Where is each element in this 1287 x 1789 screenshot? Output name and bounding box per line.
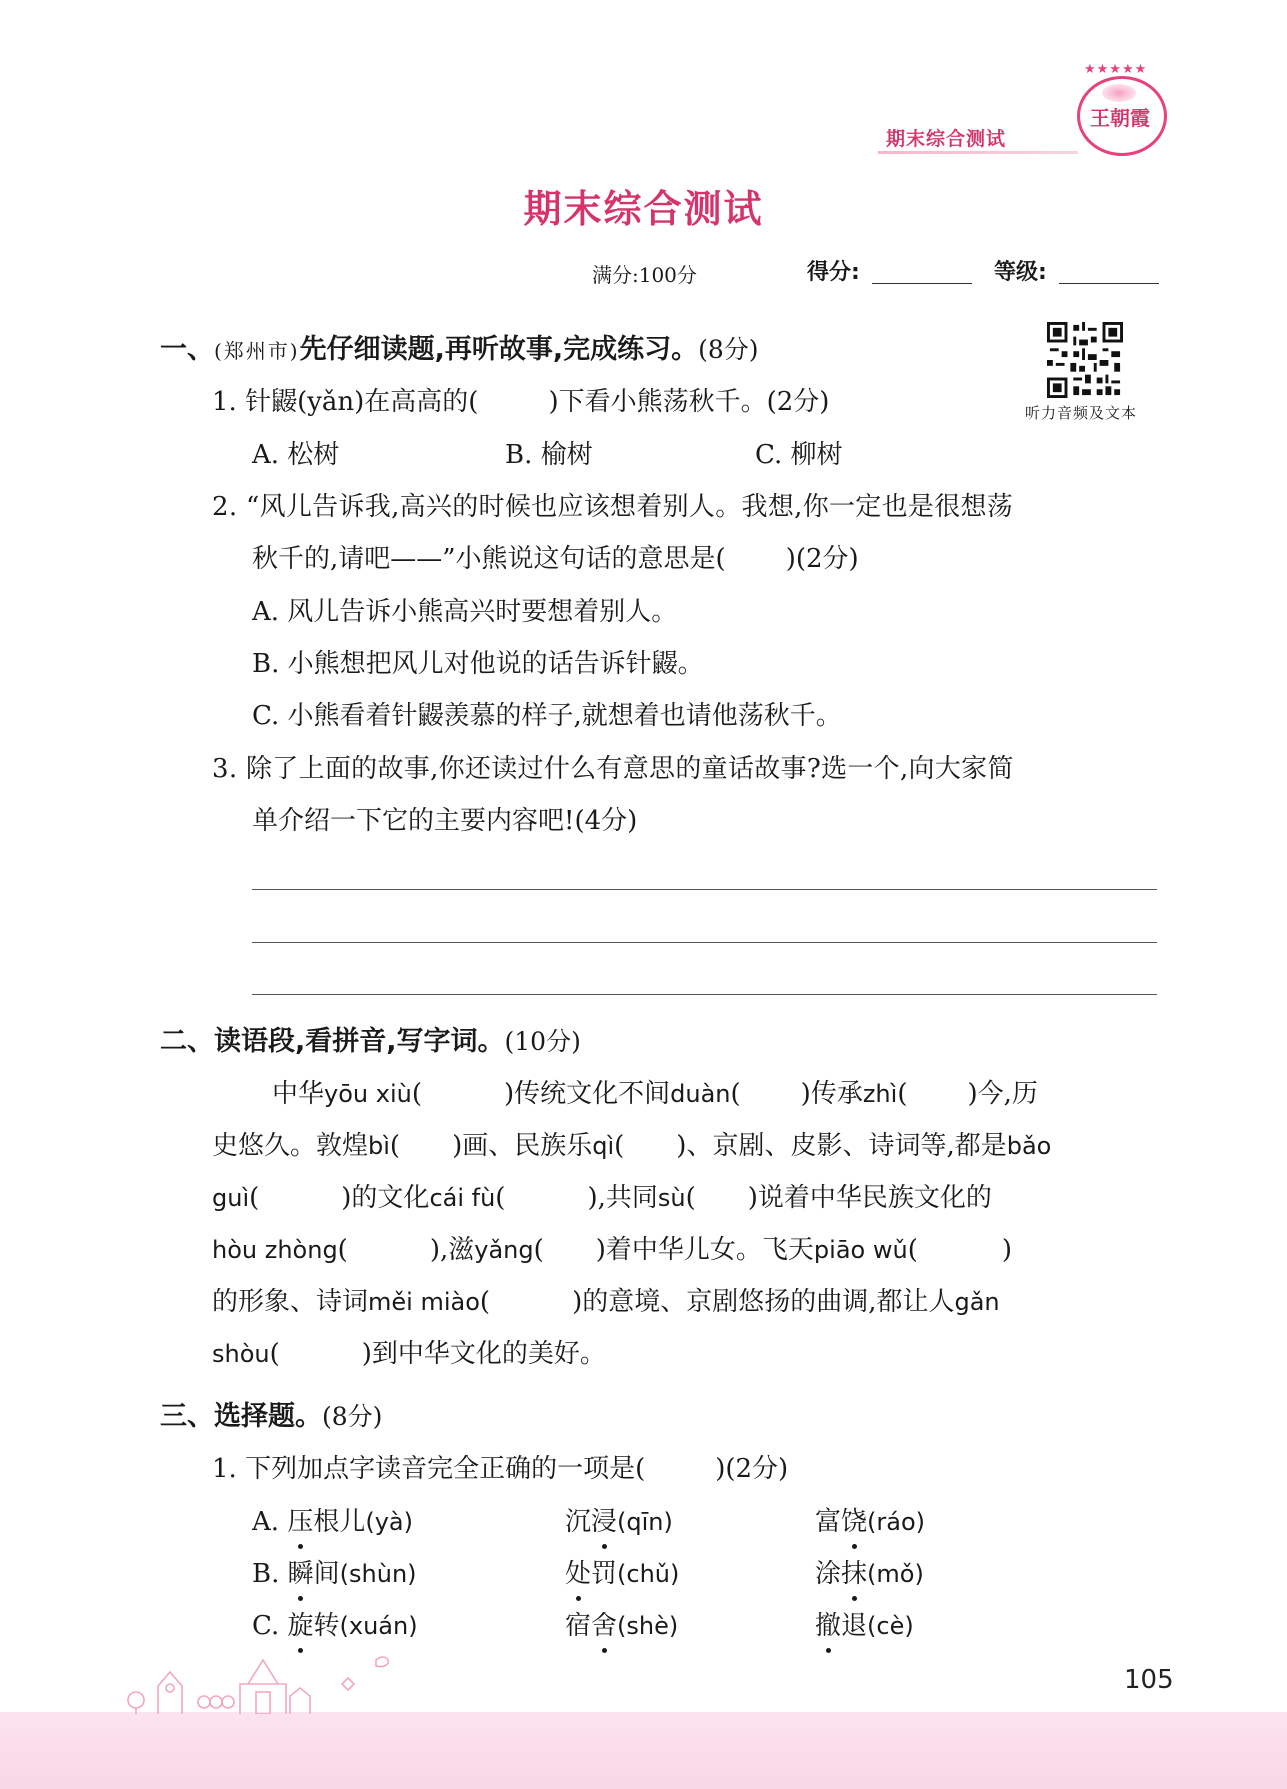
word-char: 根 <box>313 1507 340 1537</box>
answer-line-2[interactable] <box>252 942 1157 943</box>
s1-q2-option-c[interactable]: C. 小熊看着针鼹羡慕的样子,就想着也请他荡秋千。 <box>252 701 842 731</box>
word-char: 涂 <box>815 1559 842 1589</box>
brand-logo <box>1072 62 1172 158</box>
section-3-heading <box>160 1399 382 1435</box>
dotted-char: 浸 <box>591 1504 617 1540</box>
section-1-heading <box>160 332 759 369</box>
s1-q1-option-c[interactable]: C. 柳树 <box>755 440 843 470</box>
s1-q2-option-b[interactable]: B. 小熊想把风儿对他说的话告诉针鼹。 <box>252 649 704 679</box>
section-2-heading <box>160 1024 581 1060</box>
s2-l1-t6: ( <box>897 1079 908 1109</box>
word-char: 罚 <box>591 1559 618 1589</box>
section-1-instruction: 先仔细读题,再听故事,完成练习。 <box>299 334 699 365</box>
s2-paragraph-line-6 <box>212 1336 606 1372</box>
s2-l5-t2: ( <box>479 1287 491 1317</box>
s2-l3-t5: ( <box>685 1183 696 1213</box>
s2-l3-t2: )的文化 <box>341 1183 430 1213</box>
footer-castle-illustration <box>118 1648 418 1714</box>
pinyin-reading: (chǔ) <box>617 1560 680 1588</box>
s2-l4-t2: ),滋 <box>429 1235 475 1265</box>
s3-q1-text-b: )(2分) <box>715 1454 789 1484</box>
pinyin-gan: gǎn <box>954 1288 1000 1316</box>
pinyin-zhi: zhì <box>862 1080 898 1108</box>
section-1-number: 一、 <box>160 334 214 365</box>
pinyin-reading: (yà) <box>365 1508 413 1536</box>
dotted-char: 抹 <box>841 1556 867 1592</box>
qr-code-icon <box>1046 322 1124 398</box>
s2-l2-t1: 史悠久。敦煌 <box>212 1131 369 1161</box>
section-2-title: 二、读语段,看拼音,写字词。 <box>160 1026 505 1057</box>
s2-l2-t3: )画、民族乐 <box>452 1131 593 1161</box>
s2-l3-t6: )说着中华民族文化的 <box>747 1183 992 1213</box>
s2-l3-t4: ),共同 <box>587 1183 658 1213</box>
dotted-char: 饶 <box>841 1504 867 1540</box>
s3-q1-text-a: 1. 下列加点字读音完全正确的一项是( <box>212 1454 646 1484</box>
pinyin-qi: qì <box>592 1132 615 1160</box>
s2-paragraph-line-1 <box>272 1076 1038 1112</box>
score-label: 得分: <box>807 260 860 285</box>
s2-l5-t1: 的形象、诗词 <box>212 1287 369 1317</box>
s1-q1-text-b: )下看小熊荡秋千。(2分) <box>548 387 830 417</box>
s2-l4-t5: ( <box>907 1235 918 1265</box>
s1-q2-text-b: )(2分) <box>785 544 859 574</box>
s1-q1-option-a[interactable]: A. 松树 <box>252 440 340 470</box>
pinyin-bao: bǎo <box>1006 1132 1052 1160</box>
castle-icon <box>118 1648 418 1714</box>
s1-q2-text-a: 秋千的,请吧——”小熊说这句话的意思是( <box>252 544 726 574</box>
word-char: 间 <box>313 1559 340 1589</box>
s1-q2-option-a[interactable]: A. 风儿告诉小熊高兴时要想着别人。 <box>252 597 678 627</box>
pinyin-piao-wu: piāo wǔ <box>813 1236 908 1264</box>
s1-question-2-line-1: 2. “风儿告诉我,高兴的时候也应该想着别人。我想,你一定也是很想荡 <box>212 492 1014 522</box>
word-char: 富 <box>815 1507 842 1537</box>
s2-paragraph-line-4 <box>212 1232 1012 1268</box>
qr-caption: 听力音频及文本 <box>1025 404 1138 422</box>
score-row <box>592 255 1162 291</box>
s2-l6-t2: )到中华文化的美好。 <box>361 1339 606 1369</box>
s3-option-a[interactable] <box>252 1504 413 1540</box>
s3-option-c-word-3 <box>815 1608 914 1644</box>
pinyin-hou-zhong: hòu zhòng <box>212 1236 338 1264</box>
grade-label: 等级: <box>994 260 1047 285</box>
grade-blank[interactable] <box>1059 283 1159 284</box>
s1-q1-option-b[interactable]: B. 榆树 <box>505 440 593 470</box>
word-char: 宿 <box>565 1611 592 1641</box>
pinyin-shou: shòu <box>212 1340 270 1368</box>
pinyin-cai-fu: cái fù <box>429 1184 496 1212</box>
answer-line-3[interactable] <box>252 994 1157 995</box>
pinyin-reading: (xuán) <box>339 1612 418 1640</box>
s2-l1-t3: )传统文化不间 <box>503 1079 671 1109</box>
section-3-title: 三、选择题。 <box>160 1401 322 1432</box>
s2-l1-t4: ( <box>730 1079 741 1109</box>
s3-option-b-word-3 <box>815 1556 924 1592</box>
dotted-char: 处 <box>565 1556 591 1592</box>
s2-l6-t1: ( <box>269 1339 280 1369</box>
s2-l4-t1: ( <box>337 1235 348 1265</box>
s1-question-3-line-1: 3. 除了上面的故事,你还读过什么有意思的童话故事?选一个,向大家简 <box>212 754 1014 784</box>
s2-l4-t6: ) <box>1001 1235 1012 1265</box>
s2-l1-t5: )传承 <box>800 1079 863 1109</box>
s2-l1-t1: 中华 <box>272 1079 325 1109</box>
pinyin-you-xiu: yōu xiù <box>324 1080 412 1108</box>
s2-l1-t2: ( <box>411 1079 422 1109</box>
s1-question-2-line-2 <box>252 541 859 577</box>
s2-l1-t7: )今,历 <box>967 1079 1038 1109</box>
s3-option-a-word-3 <box>815 1504 925 1540</box>
s3-question-1 <box>212 1451 788 1487</box>
score-blank[interactable] <box>872 283 972 284</box>
option-label: A. <box>252 1507 288 1537</box>
word-char: 儿 <box>339 1507 366 1537</box>
s2-l3-t3: ( <box>495 1183 506 1213</box>
word-char: 退 <box>841 1611 868 1641</box>
s2-l2-t5: )、京剧、皮影、诗词等,都是 <box>676 1131 1007 1161</box>
s1-question-1 <box>212 384 829 420</box>
logo-text: 王朝霞 <box>1090 106 1150 130</box>
pinyin-reading: (qīn) <box>617 1508 673 1536</box>
s2-l2-t2: ( <box>389 1131 401 1161</box>
s2-paragraph-line-3 <box>212 1180 992 1216</box>
s2-l4-t4: )着中华儿女。飞天 <box>595 1235 814 1265</box>
pinyin-reading: (ráo) <box>867 1508 926 1536</box>
option-label: B. <box>252 1559 288 1589</box>
word-char: 沉 <box>565 1507 592 1537</box>
footer-band <box>0 1712 1287 1789</box>
word-char: 转 <box>313 1611 340 1641</box>
s2-l5-t3: )的意境、京剧悠扬的曲调,都让人 <box>572 1287 955 1317</box>
s3-option-c-word-2 <box>565 1608 678 1644</box>
section-2-points: (10分) <box>504 1027 581 1056</box>
logo-stars: ★★★★★ <box>1084 62 1148 77</box>
dotted-char: 舍 <box>591 1608 617 1644</box>
header-section-tag <box>878 124 1078 156</box>
pinyin-reading: (cè) <box>867 1612 914 1640</box>
dotted-char: 压 <box>287 1504 313 1540</box>
option-label: C. <box>252 1611 288 1641</box>
full-score: 满分:100分 <box>592 263 697 287</box>
section-3-points: (8分) <box>322 1402 383 1431</box>
section-1-region: (郑州市) <box>214 339 300 363</box>
s2-l2-t4: ( <box>614 1131 625 1161</box>
dotted-char: 瞬 <box>288 1556 314 1592</box>
pinyin-yang: yǎng <box>474 1236 534 1264</box>
s2-paragraph-line-5 <box>212 1284 1000 1320</box>
s1-q1-text-a: 1. 针鼹(yǎn)在高高的( <box>212 387 479 417</box>
s2-l4-t3: ( <box>533 1235 544 1265</box>
pinyin-bi: bì <box>368 1132 390 1160</box>
s3-option-a-word-2 <box>565 1504 673 1540</box>
s1-question-3-line-2: 单介绍一下它的主要内容吧!(4分) <box>252 806 638 836</box>
page-title: 期末综合测试 <box>523 187 764 231</box>
page-number: 105 <box>1124 1665 1174 1695</box>
s2-paragraph-line-2 <box>212 1128 1051 1164</box>
s3-option-c[interactable] <box>252 1608 418 1644</box>
dotted-char: 撤 <box>815 1608 841 1644</box>
pinyin-su: sù <box>657 1184 686 1212</box>
pinyin-reading: (shùn) <box>339 1560 417 1588</box>
section-1-points: (8分) <box>698 335 759 364</box>
header-tag-text: 期末综合测试 <box>886 128 1007 150</box>
qr-code[interactable] <box>1046 322 1124 398</box>
pinyin-reading: (shè) <box>617 1612 679 1640</box>
pinyin-mei-miao: měi miào <box>368 1288 480 1316</box>
dotted-char: 旋 <box>288 1608 314 1644</box>
pinyin-duan: duàn <box>670 1080 731 1108</box>
pinyin-reading: (mǒ) <box>867 1560 924 1588</box>
pinyin-gui: guì <box>212 1184 250 1212</box>
answer-line-1[interactable] <box>252 889 1157 890</box>
flower-icon <box>1102 84 1136 102</box>
s3-option-b-word-2 <box>565 1556 679 1592</box>
s2-l3-t1: ( <box>249 1183 260 1213</box>
s3-option-b[interactable] <box>252 1556 417 1592</box>
